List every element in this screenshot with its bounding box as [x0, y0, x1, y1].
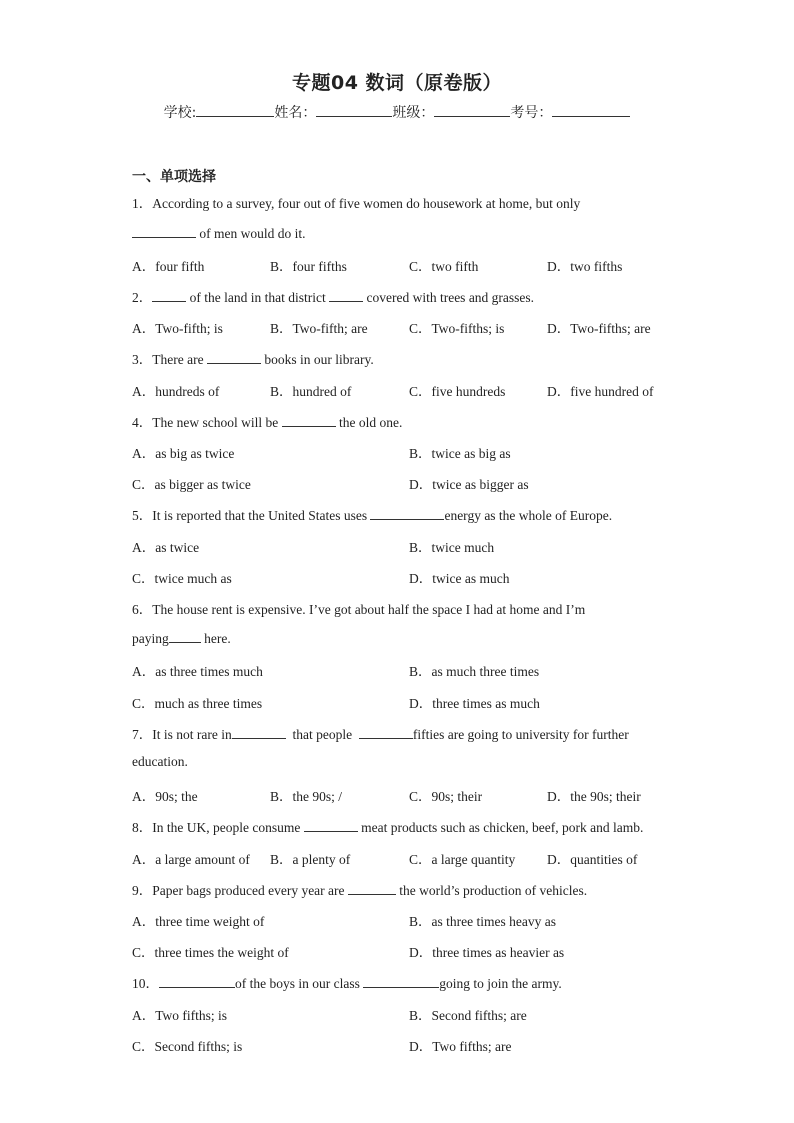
option-a[interactable]: A．90s; the	[132, 789, 198, 804]
option-b[interactable]: B．the 90s; /	[270, 789, 343, 804]
answer-blank[interactable]	[304, 818, 358, 832]
option-c[interactable]: C．Two-fifths; is	[409, 321, 505, 336]
answer-blank[interactable]	[329, 288, 363, 302]
option-c[interactable]: C．twice much as	[132, 571, 232, 586]
section-heading: 一、单项选择	[132, 169, 216, 185]
option-b[interactable]: B．as much three times	[409, 664, 540, 679]
option-c[interactable]: C．three times the weight of	[132, 945, 289, 960]
option-b[interactable]: B．Second fifths; are	[409, 1008, 527, 1023]
option-d[interactable]: D．twice as bigger as	[409, 477, 529, 492]
school-blank[interactable]	[196, 102, 274, 117]
option-d[interactable]: D．quantities of	[547, 852, 638, 867]
number-label: 考号：	[510, 105, 553, 121]
question-6-line-1: 6．The house rent is expensive. I’ve got about half the space I had at home and I’m	[132, 602, 586, 617]
option-b[interactable]: B．Two-fifth; are	[270, 321, 368, 336]
answer-blank[interactable]	[152, 288, 186, 302]
option-b[interactable]: B．hundred of	[270, 384, 352, 399]
answer-blank[interactable]	[169, 629, 201, 643]
answer-blank[interactable]	[207, 350, 261, 364]
option-a[interactable]: A．as three times much	[132, 664, 263, 679]
answer-blank[interactable]	[348, 881, 396, 895]
option-c[interactable]: C．five hundreds	[409, 384, 506, 399]
option-d[interactable]: D．twice as much	[409, 571, 510, 586]
option-a[interactable]: A．a large amount of	[132, 852, 250, 867]
question-7-line-1: 7．It is not rare in that people fifties are going to university for further	[132, 727, 629, 742]
option-d[interactable]: D．five hundred of	[547, 384, 654, 399]
answer-blank[interactable]	[282, 413, 336, 427]
question-5-line-1: 5．It is reported that the United States uses energy as the whole of Europe.	[132, 508, 613, 523]
option-a[interactable]: A．four fifth	[132, 259, 205, 274]
option-b[interactable]: B．as three times heavy as	[409, 914, 556, 929]
question-10-line-1: 10． of the boys in our class going to join the army.	[132, 976, 562, 991]
question-7-line-2: education.	[132, 754, 188, 769]
option-d[interactable]: D．three times as heavier as	[409, 945, 565, 960]
answer-blank[interactable]	[363, 974, 439, 988]
school-label: 学校:	[163, 105, 197, 121]
option-a[interactable]: A．hundreds of	[132, 384, 220, 399]
question-8-line-1: 8．In the UK, people consume meat products such as chicken, beef, pork and lamb.	[132, 820, 644, 835]
question-3-line-1: 3．There are books in our library.	[132, 352, 374, 367]
option-a[interactable]: A．as big as twice	[132, 446, 235, 461]
document-title: 专题04 数词（原卷版）	[291, 72, 503, 94]
option-b[interactable]: B．twice much	[409, 540, 495, 555]
option-a[interactable]: A．as twice	[132, 540, 200, 555]
option-d[interactable]: D．the 90s; their	[547, 789, 641, 804]
question-4-line-1: 4．The new school will be the old one.	[132, 415, 403, 430]
question-1-line-2: of men would do it.	[132, 224, 306, 242]
option-c[interactable]: C．much as three times	[132, 696, 263, 711]
option-a[interactable]: A．Two-fifth; is	[132, 321, 223, 336]
option-b[interactable]: B．twice as big as	[409, 446, 511, 461]
option-a[interactable]: A．Two fifths; is	[132, 1008, 228, 1023]
question-1-line-1: 1．According to a survey, four out of five women do housework at home, but only	[132, 196, 581, 211]
name-blank[interactable]	[316, 102, 392, 117]
option-c[interactable]: C．as bigger as twice	[132, 477, 251, 492]
class-label: 班级：	[392, 105, 435, 121]
option-b[interactable]: B．a plenty of	[270, 852, 351, 867]
question-2-line-1: 2． of the land in that district covered with trees and grasses.	[132, 290, 535, 305]
option-a[interactable]: A．three time weight of	[132, 914, 265, 929]
option-c[interactable]: C．two fifth	[409, 259, 479, 274]
answer-blank[interactable]	[159, 974, 235, 988]
question-9-line-1: 9．Paper bags produced every year are the world’s production of vehicles.	[132, 883, 588, 898]
answer-blank[interactable]	[132, 224, 196, 238]
student-info-line	[0, 102, 794, 122]
name-label: 姓名：	[274, 105, 317, 121]
question-6-line-2: paying here.	[132, 631, 231, 646]
class-blank[interactable]	[434, 102, 510, 117]
option-c[interactable]: C．Second fifths; is	[132, 1039, 243, 1054]
option-d[interactable]: D．Two fifths; are	[409, 1039, 512, 1054]
option-d[interactable]: D．Two-fifths; are	[547, 321, 651, 336]
option-b[interactable]: B．four fifths	[270, 259, 347, 274]
option-d[interactable]: D．two fifths	[547, 259, 623, 274]
number-blank[interactable]	[552, 102, 630, 117]
option-c[interactable]: C．90s; their	[409, 789, 483, 804]
option-d[interactable]: D．three times as much	[409, 696, 540, 711]
option-c[interactable]: C．a large quantity	[409, 852, 516, 867]
answer-blank[interactable]	[359, 725, 413, 739]
answer-blank[interactable]	[370, 506, 444, 520]
answer-blank[interactable]	[232, 725, 286, 739]
